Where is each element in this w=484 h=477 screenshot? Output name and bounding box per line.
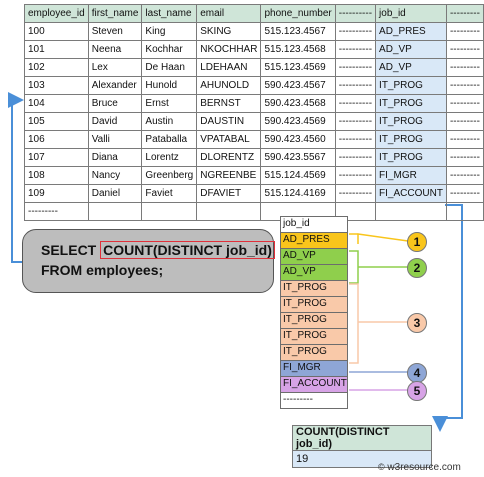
job-id-cell: FI_ACCOUNT xyxy=(280,376,348,393)
job-id-column xyxy=(280,217,348,409)
result-value: 19 xyxy=(293,451,432,468)
table-cell: 106 xyxy=(25,131,89,149)
table-cell xyxy=(197,203,261,221)
table-cell: ---------- xyxy=(335,185,375,203)
table-cell: --------- xyxy=(446,23,483,41)
result-header: COUNT(DISTINCT job_id) xyxy=(293,426,432,451)
table-cell: ---------- xyxy=(335,41,375,59)
job-id-cell: FI_MGR xyxy=(280,360,348,377)
table-cell: DFAVIET xyxy=(197,185,261,203)
table-cell: --------- xyxy=(446,41,483,59)
table-cell: Neena xyxy=(88,41,142,59)
table-row xyxy=(25,113,484,131)
table-cell: 590.423.4569 xyxy=(261,113,335,131)
table-cell: --------- xyxy=(446,149,483,167)
table-cell: AD_VP xyxy=(376,41,447,59)
table-row xyxy=(25,59,484,77)
table-cell: 105 xyxy=(25,113,89,131)
table-cell: IT_PROG xyxy=(376,149,447,167)
table-cell: BERNST xyxy=(197,95,261,113)
table-cell: IT_PROG xyxy=(376,95,447,113)
table-cell: 101 xyxy=(25,41,89,59)
table-to-result-arrow xyxy=(440,205,462,428)
table-cell: NKOCHHAR xyxy=(197,41,261,59)
table-cell xyxy=(142,203,197,221)
table-cell: --------- xyxy=(446,167,483,185)
table-cell: ---------- xyxy=(335,167,375,185)
table-cell: Ernst xyxy=(142,95,197,113)
job-id-cell: AD_VP xyxy=(280,264,348,281)
table-cell: FI_MGR xyxy=(376,167,447,185)
table-cell: 590.423.4568 xyxy=(261,95,335,113)
table-cell: 103 xyxy=(25,77,89,95)
copyright-text: w3resource.com xyxy=(387,462,461,473)
table-cell: --------- xyxy=(446,95,483,113)
table-row xyxy=(25,131,484,149)
table-cell: Lorentz xyxy=(142,149,197,167)
table-cell: Hunold xyxy=(142,77,197,95)
table-cell: --------- xyxy=(446,131,483,149)
column-header: job_id xyxy=(376,5,447,23)
table-cell: SKING xyxy=(197,23,261,41)
column-header: first_name xyxy=(88,5,142,23)
table-cell: AD_PRES xyxy=(376,23,447,41)
table-row xyxy=(25,41,484,59)
table-cell xyxy=(376,203,447,221)
table-cell: 515.123.4568 xyxy=(261,41,335,59)
table-cell: NGREENBE xyxy=(197,167,261,185)
job-id-cell: IT_PROG xyxy=(280,344,348,361)
job-id-cell: IT_PROG xyxy=(280,296,348,313)
table-row xyxy=(25,23,484,41)
table-cell xyxy=(88,203,142,221)
count-distinct-function: COUNT(DISTINCT job_id) xyxy=(100,241,275,259)
group-number-3: 3 xyxy=(407,313,427,333)
copyright-notice: © w3resource.com xyxy=(378,462,461,473)
table-cell: --------- xyxy=(446,185,483,203)
column-header: employee_id xyxy=(25,5,89,23)
select-keyword: SELECT xyxy=(41,242,97,258)
table-row xyxy=(25,149,484,167)
table-cell: --------- xyxy=(446,77,483,95)
table-cell: Kochhar xyxy=(142,41,197,59)
table-cell: Pataballa xyxy=(142,131,197,149)
column-header: last_name xyxy=(142,5,197,23)
table-cell: ---------- xyxy=(335,77,375,95)
job-id-cell: AD_VP xyxy=(280,248,348,265)
query-to-table-arrow xyxy=(12,100,22,262)
group-number-2: 2 xyxy=(407,258,427,278)
table-cell: --------- xyxy=(25,203,89,221)
table-header-row xyxy=(25,5,484,23)
table-cell: 515.124.4169 xyxy=(261,185,335,203)
group-number-1: 1 xyxy=(407,232,427,252)
table-cell: DAUSTIN xyxy=(197,113,261,131)
table-cell xyxy=(446,203,483,221)
table-row xyxy=(25,203,484,221)
table-row xyxy=(25,95,484,113)
table-cell: 515.123.4569 xyxy=(261,59,335,77)
job-id-column-header: job_id xyxy=(280,216,348,233)
table-cell: Faviet xyxy=(142,185,197,203)
table-cell: ---------- xyxy=(335,113,375,131)
table-cell: Steven xyxy=(88,23,142,41)
bracket-3 xyxy=(349,284,408,363)
table-cell: 590.423.5567 xyxy=(261,149,335,167)
table-cell: DLORENTZ xyxy=(197,149,261,167)
table-cell: 515.124.4569 xyxy=(261,167,335,185)
job-id-column-footer: --------- xyxy=(280,392,348,409)
table-cell: King xyxy=(142,23,197,41)
table-row xyxy=(25,77,484,95)
job-id-cell: AD_PRES xyxy=(280,232,348,249)
table-cell: IT_PROG xyxy=(376,113,447,131)
table-cell: ---------- xyxy=(335,95,375,113)
column-header: --------- xyxy=(446,5,483,23)
table-cell: Lex xyxy=(88,59,142,77)
table-cell: Greenberg xyxy=(142,167,197,185)
query-from-line: FROM employees; xyxy=(41,262,164,278)
job-id-cell: IT_PROG xyxy=(280,280,348,297)
table-cell: ---------- xyxy=(335,131,375,149)
bracket-1 xyxy=(349,234,408,244)
column-header: phone_number xyxy=(261,5,335,23)
table-cell: 100 xyxy=(25,23,89,41)
table-cell: 590.423.4567 xyxy=(261,77,335,95)
table-cell: Bruce xyxy=(88,95,142,113)
table-cell: David xyxy=(88,113,142,131)
employees-table xyxy=(24,4,484,221)
sql-query-box xyxy=(22,229,274,293)
table-cell: AD_VP xyxy=(376,59,447,77)
table-cell: Alexander xyxy=(88,77,142,95)
table-cell: LDEHAAN xyxy=(197,59,261,77)
query-select-line xyxy=(41,242,275,258)
table-cell: IT_PROG xyxy=(376,131,447,149)
table-cell: 108 xyxy=(25,167,89,185)
table-cell: Nancy xyxy=(88,167,142,185)
table-cell: VPATABAL xyxy=(197,131,261,149)
column-header: email xyxy=(197,5,261,23)
table-row xyxy=(25,167,484,185)
group-number-5: 5 xyxy=(407,381,427,401)
table-cell: Valli xyxy=(88,131,142,149)
table-cell: 107 xyxy=(25,149,89,167)
group-number-4: 4 xyxy=(407,363,427,383)
bracket-2 xyxy=(349,251,408,283)
table-cell: IT_PROG xyxy=(376,77,447,95)
table-cell: ---------- xyxy=(335,23,375,41)
table-cell: 109 xyxy=(25,185,89,203)
table-cell: Daniel xyxy=(88,185,142,203)
table-cell: Austin xyxy=(142,113,197,131)
table-cell: FI_ACCOUNT xyxy=(376,185,447,203)
table-cell: 590.423.4560 xyxy=(261,131,335,149)
table-cell: ---------- xyxy=(335,59,375,77)
table-cell: 104 xyxy=(25,95,89,113)
job-id-cell: IT_PROG xyxy=(280,328,348,345)
table-row xyxy=(25,185,484,203)
table-cell: 102 xyxy=(25,59,89,77)
table-cell: AHUNOLD xyxy=(197,77,261,95)
table-cell: ---------- xyxy=(335,149,375,167)
column-header: ---------- xyxy=(335,5,375,23)
table-cell: De Haan xyxy=(142,59,197,77)
table-cell: 515.123.4567 xyxy=(261,23,335,41)
table-cell: Diana xyxy=(88,149,142,167)
job-id-cell: IT_PROG xyxy=(280,312,348,329)
table-cell: --------- xyxy=(446,59,483,77)
table-cell: --------- xyxy=(446,113,483,131)
